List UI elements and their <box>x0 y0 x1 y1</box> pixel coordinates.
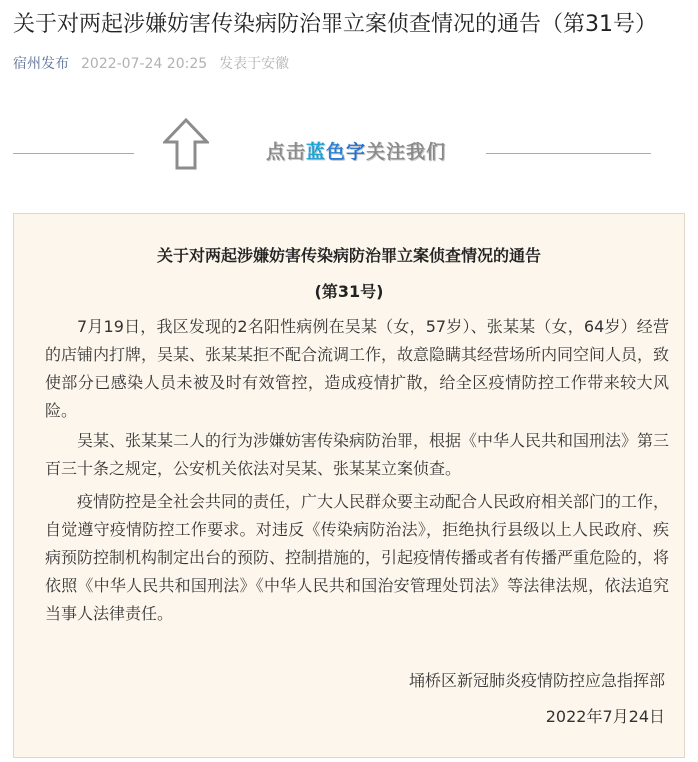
notice-title: 关于对两起涉嫌妨害传染病防治罪立案侦查情况的通告 <box>156 246 541 265</box>
article-title: 关于对两起涉嫌妨害传染病防治罪立案侦查情况的通告（第31号） <box>13 12 657 37</box>
publish-datetime: 2022-07-24 20:25 <box>81 56 208 72</box>
notice-paragraph-3: 疫情防控是全社会共同的责任，广大人民群众要主动配合人民政府相关部门的工作，自觉遵守疫情防控工作要求。对违反《传染病防治法》，拒绝执行县级以上人民政府、疾病预防控制机构制定出台的预防、控制措施的，引起疫情传播或者有传播严重危险的，将依照《中华人民共和国刑法》《中华人民共和国治安管理处罚法》等法律法规，依法追究当事人法律责任。 <box>45 492 670 623</box>
notice-date: 2022年7月24日 <box>545 707 665 726</box>
follow-text-part5: 关注我们 <box>366 141 447 163</box>
notice-paragraph-1: 7月19日，我区发现的2名阳性病例在吴某（女，57岁）、张某某（女，64岁）经营的店铺内打牌，吴某、张某某拒不配合流调工作，故意隐瞒其经营场所内同空间人员，致使部分已感染人员未被及时有效管控，造成疫情扩散，给全区疫情防控工作带来较大风险。 <box>45 317 670 420</box>
publish-location: 发表于安徽 <box>219 56 290 72</box>
notice-box <box>13 213 685 758</box>
follow-text-color: 色 <box>326 141 347 163</box>
notice-number: (第31号) <box>314 282 384 301</box>
follow-text-part1: 点击 <box>266 141 307 163</box>
article-meta <box>13 54 289 74</box>
follow-text-blue: 蓝 <box>306 141 327 163</box>
banner-divider-right <box>486 153 651 154</box>
account-name-link[interactable]: 宿州发布 <box>13 56 69 72</box>
up-arrow-icon[interactable] <box>163 118 209 170</box>
notice-paragraph-2: 吴某、张某某二人的行为涉嫌妨害传染病防治罪，根据《中华人民共和国刑法》第三百三十条之规定，公安机关依法对吴某、张某某立案侦查。 <box>45 431 670 478</box>
notice-signature: 埇桥区新冠肺炎疫情防控应急指挥部 <box>408 671 665 690</box>
banner-divider-left <box>13 153 134 154</box>
follow-text-char: 字 <box>346 141 367 163</box>
follow-banner <box>13 118 653 174</box>
follow-us-text[interactable] <box>266 139 446 165</box>
